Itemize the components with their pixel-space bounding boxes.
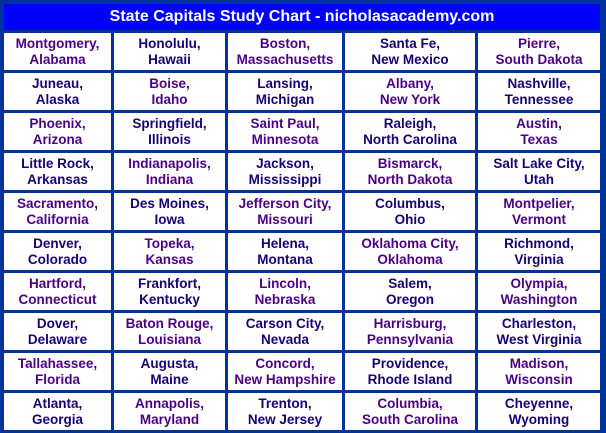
capital-cell bbox=[4, 193, 111, 230]
state-name: Alaska bbox=[35, 91, 80, 107]
capital-name: Pierre, bbox=[517, 35, 561, 51]
capital-name: Phoenix, bbox=[29, 115, 86, 131]
capital-cell bbox=[478, 193, 600, 230]
table-row bbox=[4, 33, 600, 70]
table-row bbox=[4, 313, 600, 350]
capital-name: Little Rock, bbox=[21, 155, 94, 171]
capital-name: Des Moines, bbox=[130, 195, 209, 211]
state-name: Idaho bbox=[151, 91, 188, 107]
state-name: Louisiana bbox=[137, 331, 201, 347]
capital-name: Sacramento, bbox=[16, 195, 99, 211]
state-name: Oregon bbox=[385, 291, 434, 307]
capital-cell bbox=[478, 313, 600, 350]
state-name: Vermont bbox=[511, 211, 566, 227]
capital-name: Raleigh, bbox=[383, 115, 437, 131]
capital-name: Harrisburg, bbox=[373, 315, 447, 331]
capital-name: Montgomery, bbox=[15, 35, 100, 51]
capital-name: Nashville, bbox=[507, 75, 571, 91]
capital-cell bbox=[228, 273, 342, 310]
state-name: Wyoming bbox=[508, 411, 570, 427]
capital-cell bbox=[114, 273, 225, 310]
state-name: California bbox=[26, 211, 89, 227]
capital-name: Lincoln, bbox=[259, 275, 311, 291]
capital-name: Santa Fe, bbox=[379, 35, 441, 51]
state-name: Connecticut bbox=[18, 291, 97, 307]
state-name: South Carolina bbox=[361, 411, 458, 427]
state-name: Virginia bbox=[514, 251, 564, 267]
state-name: Minnesota bbox=[251, 131, 319, 147]
table-row bbox=[4, 153, 600, 190]
state-name: Texas bbox=[520, 131, 558, 147]
capital-cell bbox=[4, 233, 111, 270]
capital-name: Jefferson City, bbox=[238, 195, 332, 211]
state-name: New Hampshire bbox=[234, 371, 336, 387]
capital-cell bbox=[478, 153, 600, 190]
state-name: Iowa bbox=[154, 211, 185, 227]
capital-cell bbox=[345, 233, 475, 270]
table-row bbox=[4, 73, 600, 110]
capital-name: Helena, bbox=[260, 235, 310, 251]
capital-cell bbox=[114, 113, 225, 150]
state-name: Kansas bbox=[145, 251, 194, 267]
capital-name: Boston, bbox=[259, 35, 311, 51]
capital-name: Saint Paul, bbox=[250, 115, 320, 131]
capital-name: Annapolis, bbox=[134, 395, 204, 411]
capital-cell bbox=[228, 73, 342, 110]
chart-title: State Capitals Study Chart - nicholasacademy.com bbox=[4, 4, 600, 30]
capital-name: Albany, bbox=[386, 75, 434, 91]
state-name: Michigan bbox=[255, 91, 315, 107]
state-name: Colorado bbox=[27, 251, 88, 267]
table-row bbox=[4, 273, 600, 310]
capital-name: Concord, bbox=[255, 355, 315, 371]
capital-name: Austin, bbox=[516, 115, 562, 131]
state-name: Arkansas bbox=[27, 171, 88, 187]
capital-name: Oklahoma City, bbox=[361, 235, 459, 251]
state-name: Maine bbox=[150, 371, 189, 387]
capital-cell bbox=[478, 33, 600, 70]
state-name: North Carolina bbox=[363, 131, 457, 147]
capital-cell bbox=[345, 193, 475, 230]
state-name: Tennessee bbox=[504, 91, 574, 107]
state-name: Nevada bbox=[260, 331, 310, 347]
state-name: New Jersey bbox=[247, 411, 323, 427]
capitals-table bbox=[1, 30, 603, 433]
capital-name: Frankfort, bbox=[137, 275, 201, 291]
state-name: Rhode Island bbox=[367, 371, 453, 387]
capital-cell bbox=[478, 393, 600, 430]
table-row bbox=[4, 233, 600, 270]
capital-name: Salt Lake City, bbox=[493, 155, 585, 171]
capital-name: Olympia, bbox=[510, 275, 568, 291]
capital-cell bbox=[478, 353, 600, 390]
state-name: Montana bbox=[257, 251, 313, 267]
capital-name: Jackson, bbox=[256, 155, 314, 171]
state-name: Alabama bbox=[29, 51, 86, 67]
state-name: South Dakota bbox=[495, 51, 583, 67]
capital-name: Lansing, bbox=[257, 75, 313, 91]
capital-cell bbox=[228, 313, 342, 350]
state-name: Ohio bbox=[394, 211, 426, 227]
capital-cell bbox=[345, 313, 475, 350]
table-row bbox=[4, 393, 600, 430]
capital-cell bbox=[478, 273, 600, 310]
capital-name: Montpelier, bbox=[503, 195, 575, 211]
capital-cell bbox=[228, 33, 342, 70]
state-name: Georgia bbox=[31, 411, 83, 427]
capital-cell bbox=[4, 73, 111, 110]
capital-cell bbox=[114, 153, 225, 190]
capital-cell bbox=[114, 33, 225, 70]
capital-name: Bismarck, bbox=[377, 155, 443, 171]
capital-name: Salem, bbox=[388, 275, 432, 291]
capital-cell bbox=[4, 153, 111, 190]
capital-cell bbox=[345, 353, 475, 390]
capital-name: Augusta, bbox=[140, 355, 199, 371]
capital-name: Charleston, bbox=[501, 315, 577, 331]
state-name: Oklahoma bbox=[377, 251, 443, 267]
capital-cell bbox=[345, 33, 475, 70]
capital-name: Topeka, bbox=[144, 235, 195, 251]
capital-name: Juneau, bbox=[31, 75, 83, 91]
capital-cell bbox=[4, 313, 111, 350]
state-name: Massachusetts bbox=[236, 51, 334, 67]
capital-cell bbox=[114, 193, 225, 230]
capital-cell bbox=[228, 193, 342, 230]
capital-name: Providence, bbox=[371, 355, 449, 371]
state-name: Delaware bbox=[27, 331, 88, 347]
state-name: Florida bbox=[34, 371, 80, 387]
state-name: Kentucky bbox=[139, 291, 200, 307]
capital-cell bbox=[478, 233, 600, 270]
capital-cell bbox=[345, 73, 475, 110]
state-name: New Mexico bbox=[371, 51, 449, 67]
state-name: Maryland bbox=[139, 411, 200, 427]
state-name: Indiana bbox=[145, 171, 194, 187]
capital-cell bbox=[228, 153, 342, 190]
capital-cell bbox=[228, 353, 342, 390]
capital-name: Columbus, bbox=[375, 195, 445, 211]
capital-cell bbox=[4, 353, 111, 390]
capital-cell bbox=[228, 393, 342, 430]
capital-name: Richmond, bbox=[504, 235, 574, 251]
capital-cell bbox=[228, 113, 342, 150]
capital-name: Trenton, bbox=[258, 395, 312, 411]
state-name: West Virginia bbox=[496, 331, 582, 347]
capital-name: Baton Rouge, bbox=[125, 315, 214, 331]
capital-name: Tallahassee, bbox=[17, 355, 98, 371]
capital-name: Indianapolis, bbox=[128, 155, 211, 171]
capital-name: Boise, bbox=[149, 75, 190, 91]
capital-cell bbox=[345, 273, 475, 310]
capital-cell bbox=[114, 313, 225, 350]
state-name: Pennsylvania bbox=[366, 331, 454, 347]
state-name: Utah bbox=[524, 171, 554, 187]
state-name: Illinois bbox=[148, 131, 191, 147]
state-name: Hawaii bbox=[148, 51, 191, 67]
capital-cell bbox=[4, 33, 111, 70]
capital-name: Atlanta, bbox=[32, 395, 83, 411]
capital-name: Dover, bbox=[36, 315, 79, 331]
capital-name: Honolulu, bbox=[138, 35, 201, 51]
table-row bbox=[4, 193, 600, 230]
capital-cell bbox=[478, 113, 600, 150]
capital-cell bbox=[114, 233, 225, 270]
capital-cell bbox=[114, 73, 225, 110]
capital-cell bbox=[4, 393, 111, 430]
capital-cell bbox=[114, 353, 225, 390]
capital-name: Denver, bbox=[33, 235, 82, 251]
capital-name: Madison, bbox=[509, 355, 569, 371]
capital-cell bbox=[4, 273, 111, 310]
state-name: Mississippi bbox=[248, 171, 322, 187]
capital-name: Columbia, bbox=[377, 395, 443, 411]
state-name: New York bbox=[379, 91, 441, 107]
capital-name: Cheyenne, bbox=[504, 395, 574, 411]
capital-cell bbox=[345, 393, 475, 430]
capital-cell bbox=[228, 233, 342, 270]
capital-cell bbox=[478, 73, 600, 110]
capital-cell bbox=[345, 153, 475, 190]
state-name: Washington bbox=[500, 291, 578, 307]
capital-name: Springfield, bbox=[132, 115, 207, 131]
state-name: Missouri bbox=[257, 211, 313, 227]
table-row bbox=[4, 113, 600, 150]
state-name: Wisconsin bbox=[505, 371, 573, 387]
capital-name: Hartford, bbox=[29, 275, 86, 291]
study-chart bbox=[4, 4, 600, 428]
table-row bbox=[4, 353, 600, 390]
state-name: Nebraska bbox=[254, 291, 316, 307]
capital-cell bbox=[345, 113, 475, 150]
capital-cell bbox=[4, 113, 111, 150]
capital-cell bbox=[114, 393, 225, 430]
state-name: Arizona bbox=[32, 131, 83, 147]
capital-name: Carson City, bbox=[245, 315, 325, 331]
state-name: North Dakota bbox=[367, 171, 453, 187]
